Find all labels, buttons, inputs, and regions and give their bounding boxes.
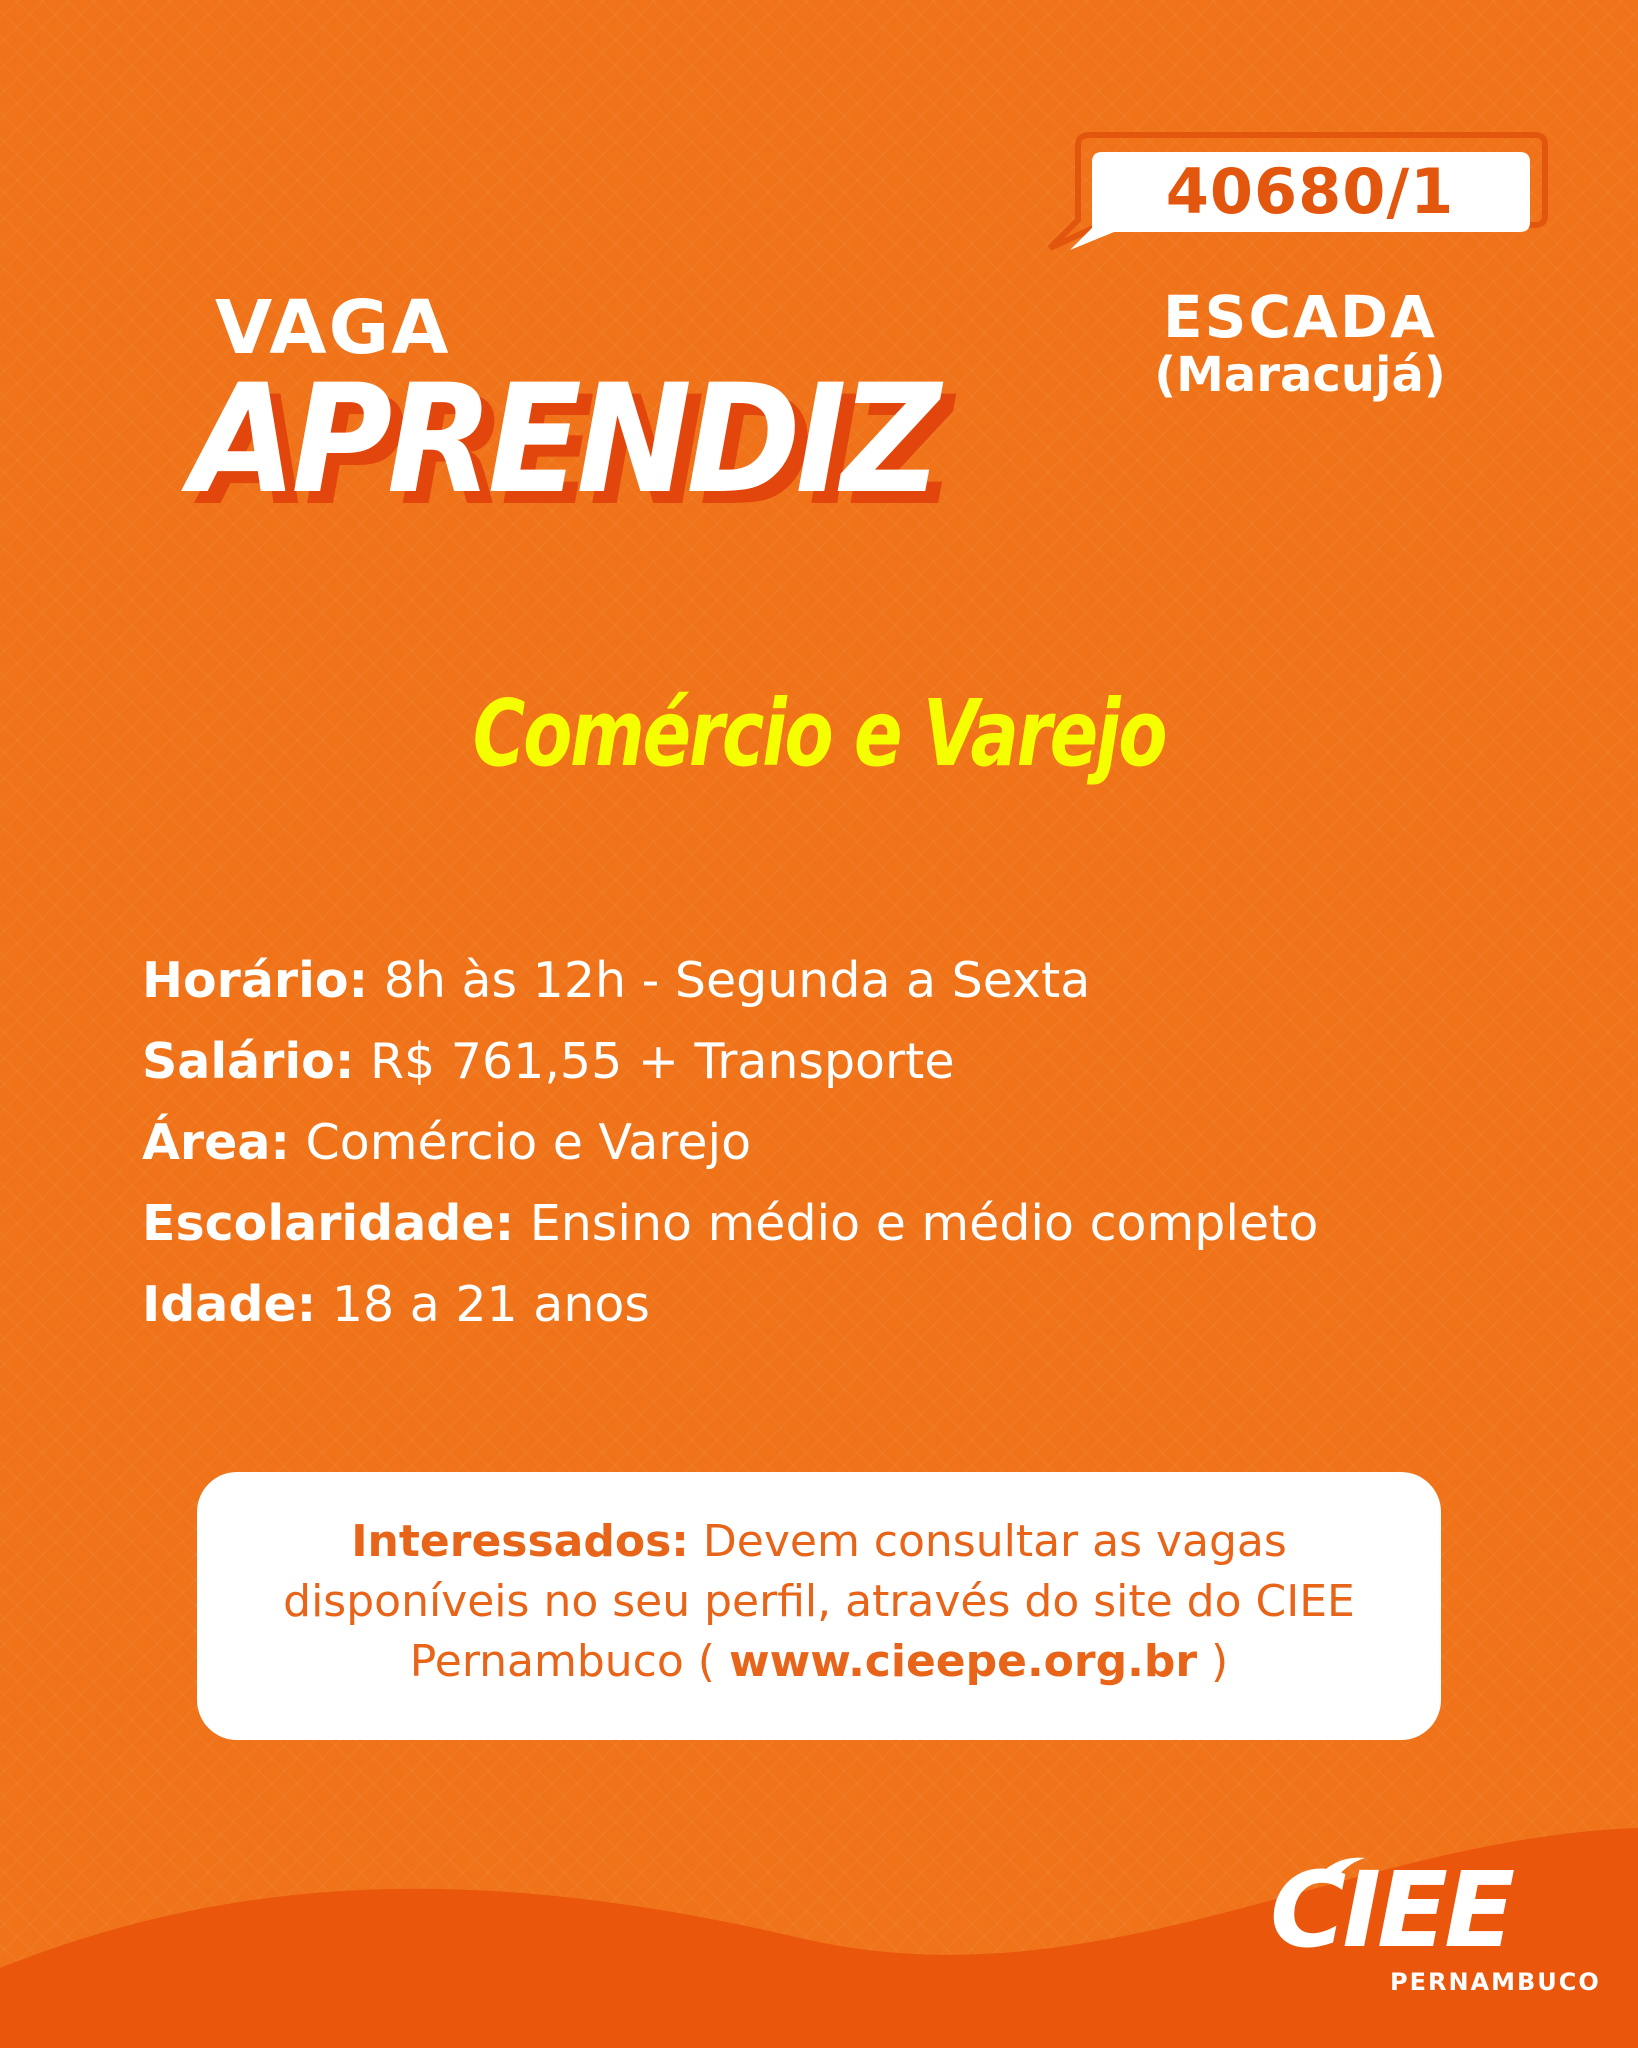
instructions-box [197, 1472, 1441, 1740]
detail-label: Idade: [142, 1276, 317, 1333]
location-district: (Maracujá) [1154, 347, 1446, 403]
job-location [1100, 285, 1500, 401]
detail-label: Horário: [142, 952, 369, 1009]
job-code: 40680/1 [1165, 155, 1455, 228]
detail-value: Comércio e Varejo [289, 1114, 752, 1171]
detail-row-education [142, 1183, 1318, 1264]
detail-label: Escolaridade: [142, 1195, 515, 1252]
job-area-heading: Comércio e Varejo [472, 680, 1166, 787]
detail-row-schedule [142, 940, 1318, 1021]
detail-label: Área: [142, 1114, 290, 1171]
detail-value: Ensino médio e médio completo [514, 1195, 1319, 1252]
detail-value: R$ 761,55 + Transporte [354, 1033, 955, 1090]
detail-row-area [142, 1102, 1318, 1183]
title-vaga: VAGA [215, 285, 451, 371]
location-city: ESCADA [1163, 283, 1437, 351]
job-details [142, 940, 1318, 1345]
detail-value: 8h às 12h - Segunda a Sexta [368, 952, 1091, 1009]
instructions-label: Interessados: [351, 1516, 689, 1567]
title-aprendiz: APRENDIZ [190, 353, 936, 527]
detail-row-age [142, 1264, 1318, 1345]
detail-value: 18 a 21 anos [316, 1276, 650, 1333]
instructions-text-end: ) [1197, 1636, 1229, 1687]
ciee-logo [1270, 1849, 1601, 2010]
detail-label: Salário: [142, 1033, 355, 1090]
website-link[interactable]: www.cieepe.org.br [728, 1636, 1198, 1687]
logo-wordmark: CIEE [1270, 1849, 1512, 1971]
logo-region: PERNAMBUCO [1390, 1968, 1601, 1996]
job-code-badge [1030, 130, 1550, 260]
detail-row-salary [142, 1021, 1318, 1102]
instructions-text: Devem consultar as vagas disponíveis no seu perfil, através do site do CIEE Pernambuco ( [283, 1516, 1355, 1687]
